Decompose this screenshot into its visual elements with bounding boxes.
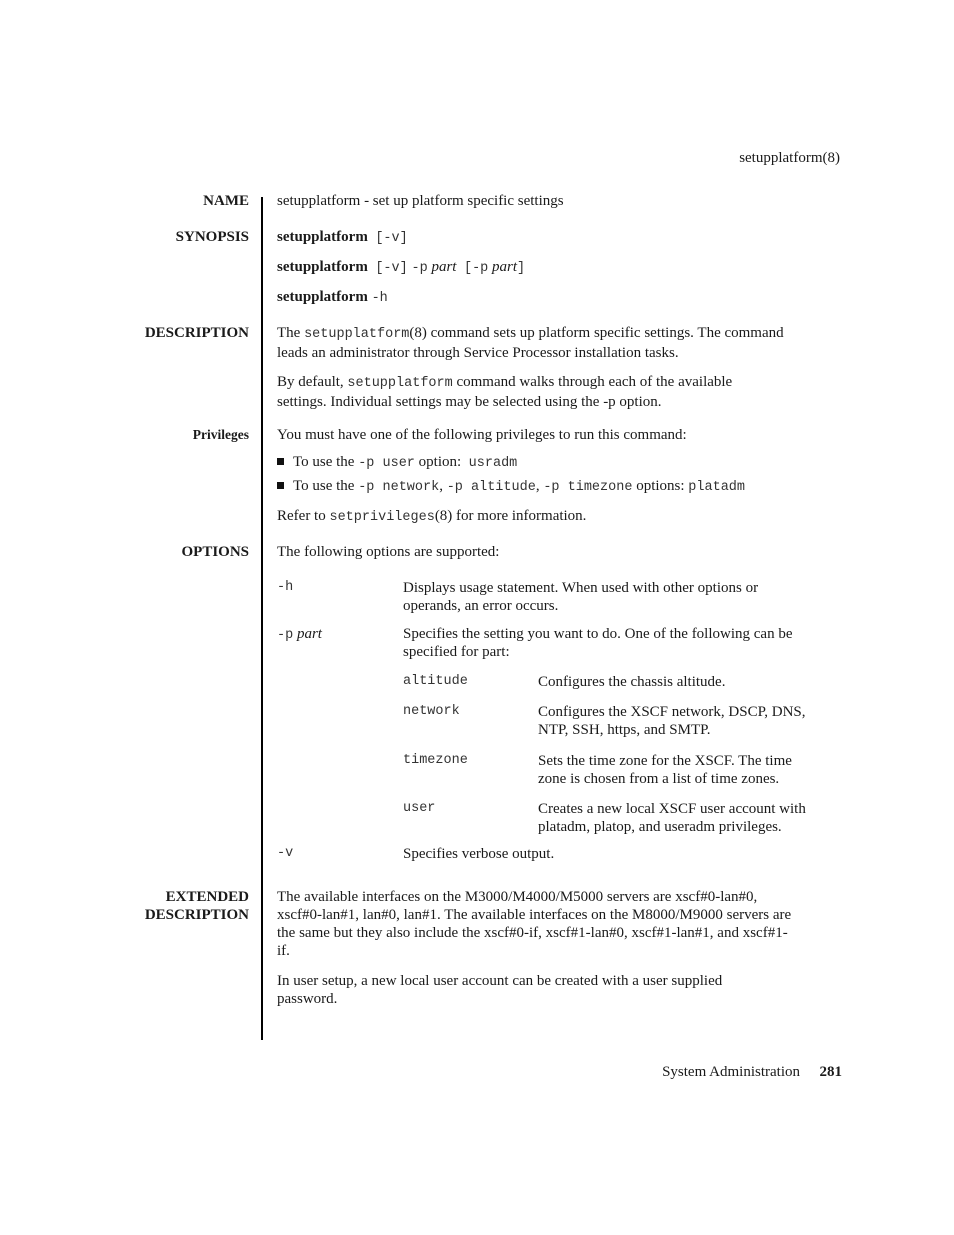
inline-privilege: platadm xyxy=(688,480,746,495)
option-h-flag: -h xyxy=(277,580,294,595)
inline-command: setprivileges xyxy=(329,510,435,525)
text-run: The available interfaces on the M3000/M4000/M5000 servers are xscf#0-lan#0, xyxy=(277,889,758,905)
privileges-refer xyxy=(277,507,843,527)
description-para-1 xyxy=(277,324,843,362)
text-run: In user setup, a new local user account can be created with a user supplied xyxy=(277,973,723,989)
option-p-desc xyxy=(403,625,843,661)
option-v-desc: Specifies verbose output. xyxy=(403,846,555,862)
synopsis-cmd: setupplatform xyxy=(277,229,368,245)
option-v-flag: -v xyxy=(277,846,294,861)
text-run: option: xyxy=(414,454,465,470)
section-rule xyxy=(261,197,263,1040)
heading-options: OPTIONS xyxy=(181,544,249,560)
privileges-intro: You must have one of the following privileges to run this command: xyxy=(277,427,687,443)
inline-option: -p timezone xyxy=(543,480,633,495)
options-intro: The following options are supported: xyxy=(277,544,500,560)
text-run: operands, an error occurs. xyxy=(403,598,559,614)
synopsis-cmd: setupplatform xyxy=(277,259,368,275)
synopsis-opt: -p xyxy=(472,261,489,276)
synopsis-bracket: ] xyxy=(517,261,526,276)
text-run: The xyxy=(277,325,305,341)
part-name-timezone: timezone xyxy=(403,753,468,768)
text-run: Displays usage statement. When used with other options or xyxy=(403,580,759,596)
text-run: NTP, SSH, https, and SMTP. xyxy=(538,722,711,738)
bullet-square-icon xyxy=(277,458,284,465)
extended-para-1 xyxy=(277,888,843,960)
text-run: specified for part: xyxy=(403,644,510,660)
text-run: platadm, platop, and useradm privileges. xyxy=(538,819,782,835)
privilege-bullet-2 xyxy=(277,477,745,497)
text-run: the same but they also include the xscf#0-if, xscf#1-lan#0, xscf#1-lan#1, and xscf#1- xyxy=(277,925,788,941)
heading-synopsis: SYNOPSIS xyxy=(175,229,249,245)
text-run: By default, xyxy=(277,374,348,390)
option-p-flag xyxy=(277,625,322,645)
text-run: options: xyxy=(632,478,689,494)
heading-description: DESCRIPTION xyxy=(144,325,249,341)
text-run: Configures the XSCF network, DSCP, DNS, xyxy=(538,704,806,720)
text-run: (8) command sets up platform specific settings. The command xyxy=(409,325,784,341)
part-desc-timezone xyxy=(538,752,843,788)
privilege-bullet-1 xyxy=(277,453,517,473)
extended-para-2 xyxy=(277,972,843,1008)
synopsis-cmd: setupplatform xyxy=(277,289,368,305)
part-desc-altitude: Configures the chassis altitude. xyxy=(538,674,726,690)
text-run: To use the xyxy=(293,478,359,494)
text-run: DESCRIPTION xyxy=(144,907,249,923)
page-number: 281 xyxy=(819,1064,842,1080)
option-h-desc xyxy=(403,579,843,615)
synopsis-line-2 xyxy=(277,258,843,278)
inline-option: -p network xyxy=(358,480,440,495)
synopsis-arg: part xyxy=(431,259,457,275)
text-run: EXTENDED xyxy=(165,889,249,905)
bullet-square-icon xyxy=(277,482,284,489)
text-run: (8) for more information. xyxy=(434,508,587,524)
heading-name: NAME xyxy=(203,193,249,209)
synopsis-line-1 xyxy=(277,228,843,248)
option-flag: -p xyxy=(277,628,294,643)
heading-extended-description xyxy=(145,888,249,924)
text-run: settings. Individual settings may be selected using the -p option. xyxy=(277,394,662,410)
part-desc-network xyxy=(538,703,843,739)
text-run: password. xyxy=(277,991,338,1007)
text-run: , xyxy=(535,478,544,494)
footer-section: System Administration xyxy=(662,1064,800,1080)
part-name-user: user xyxy=(403,801,436,816)
text-run: , xyxy=(439,478,447,494)
synopsis-arg: part xyxy=(492,259,518,275)
inline-privilege: usradm xyxy=(468,456,518,471)
text-run: To use the xyxy=(293,454,359,470)
text-run: if. xyxy=(277,943,290,959)
synopsis-bracket: [ xyxy=(463,261,473,276)
text-run: command walks through each of the available xyxy=(452,374,733,390)
running-head: setupplatform(8) xyxy=(739,150,840,166)
part-name-altitude: altitude xyxy=(403,674,468,689)
part-name-network: network xyxy=(403,704,460,719)
text-run: leads an administrator through Service Processor installation tasks. xyxy=(277,345,679,361)
name-text: setupplatform - set up platform specific settings xyxy=(277,193,564,209)
inline-option: -p user xyxy=(358,456,415,471)
synopsis-opt: [-v] xyxy=(375,231,408,246)
part-desc-user xyxy=(538,800,843,836)
text-run: Refer to xyxy=(277,508,330,524)
inline-command: setupplatform xyxy=(347,376,453,391)
text-run: Specifies the setting you want to do. One of the following can be xyxy=(403,626,793,642)
synopsis-line-3 xyxy=(277,288,843,308)
text-run: zone is chosen from a list of time zones. xyxy=(538,771,780,787)
synopsis-opt: -h xyxy=(371,291,388,306)
text-run: xscf#0-lan#1, lan#0, lan#1. The available interfaces on the M8000/M9000 servers are xyxy=(277,907,792,923)
inline-option: -p altitude xyxy=(446,480,536,495)
synopsis-opt: [-v] xyxy=(375,261,408,276)
synopsis-opt: -p xyxy=(411,261,428,276)
heading-privileges: Privileges xyxy=(192,427,249,442)
text-run: Sets the time zone for the XSCF. The time xyxy=(538,753,792,769)
option-arg: part xyxy=(296,626,322,642)
text-run: Creates a new local XSCF user account with xyxy=(538,801,806,817)
description-para-2 xyxy=(277,373,843,411)
inline-command: setupplatform xyxy=(304,327,410,342)
